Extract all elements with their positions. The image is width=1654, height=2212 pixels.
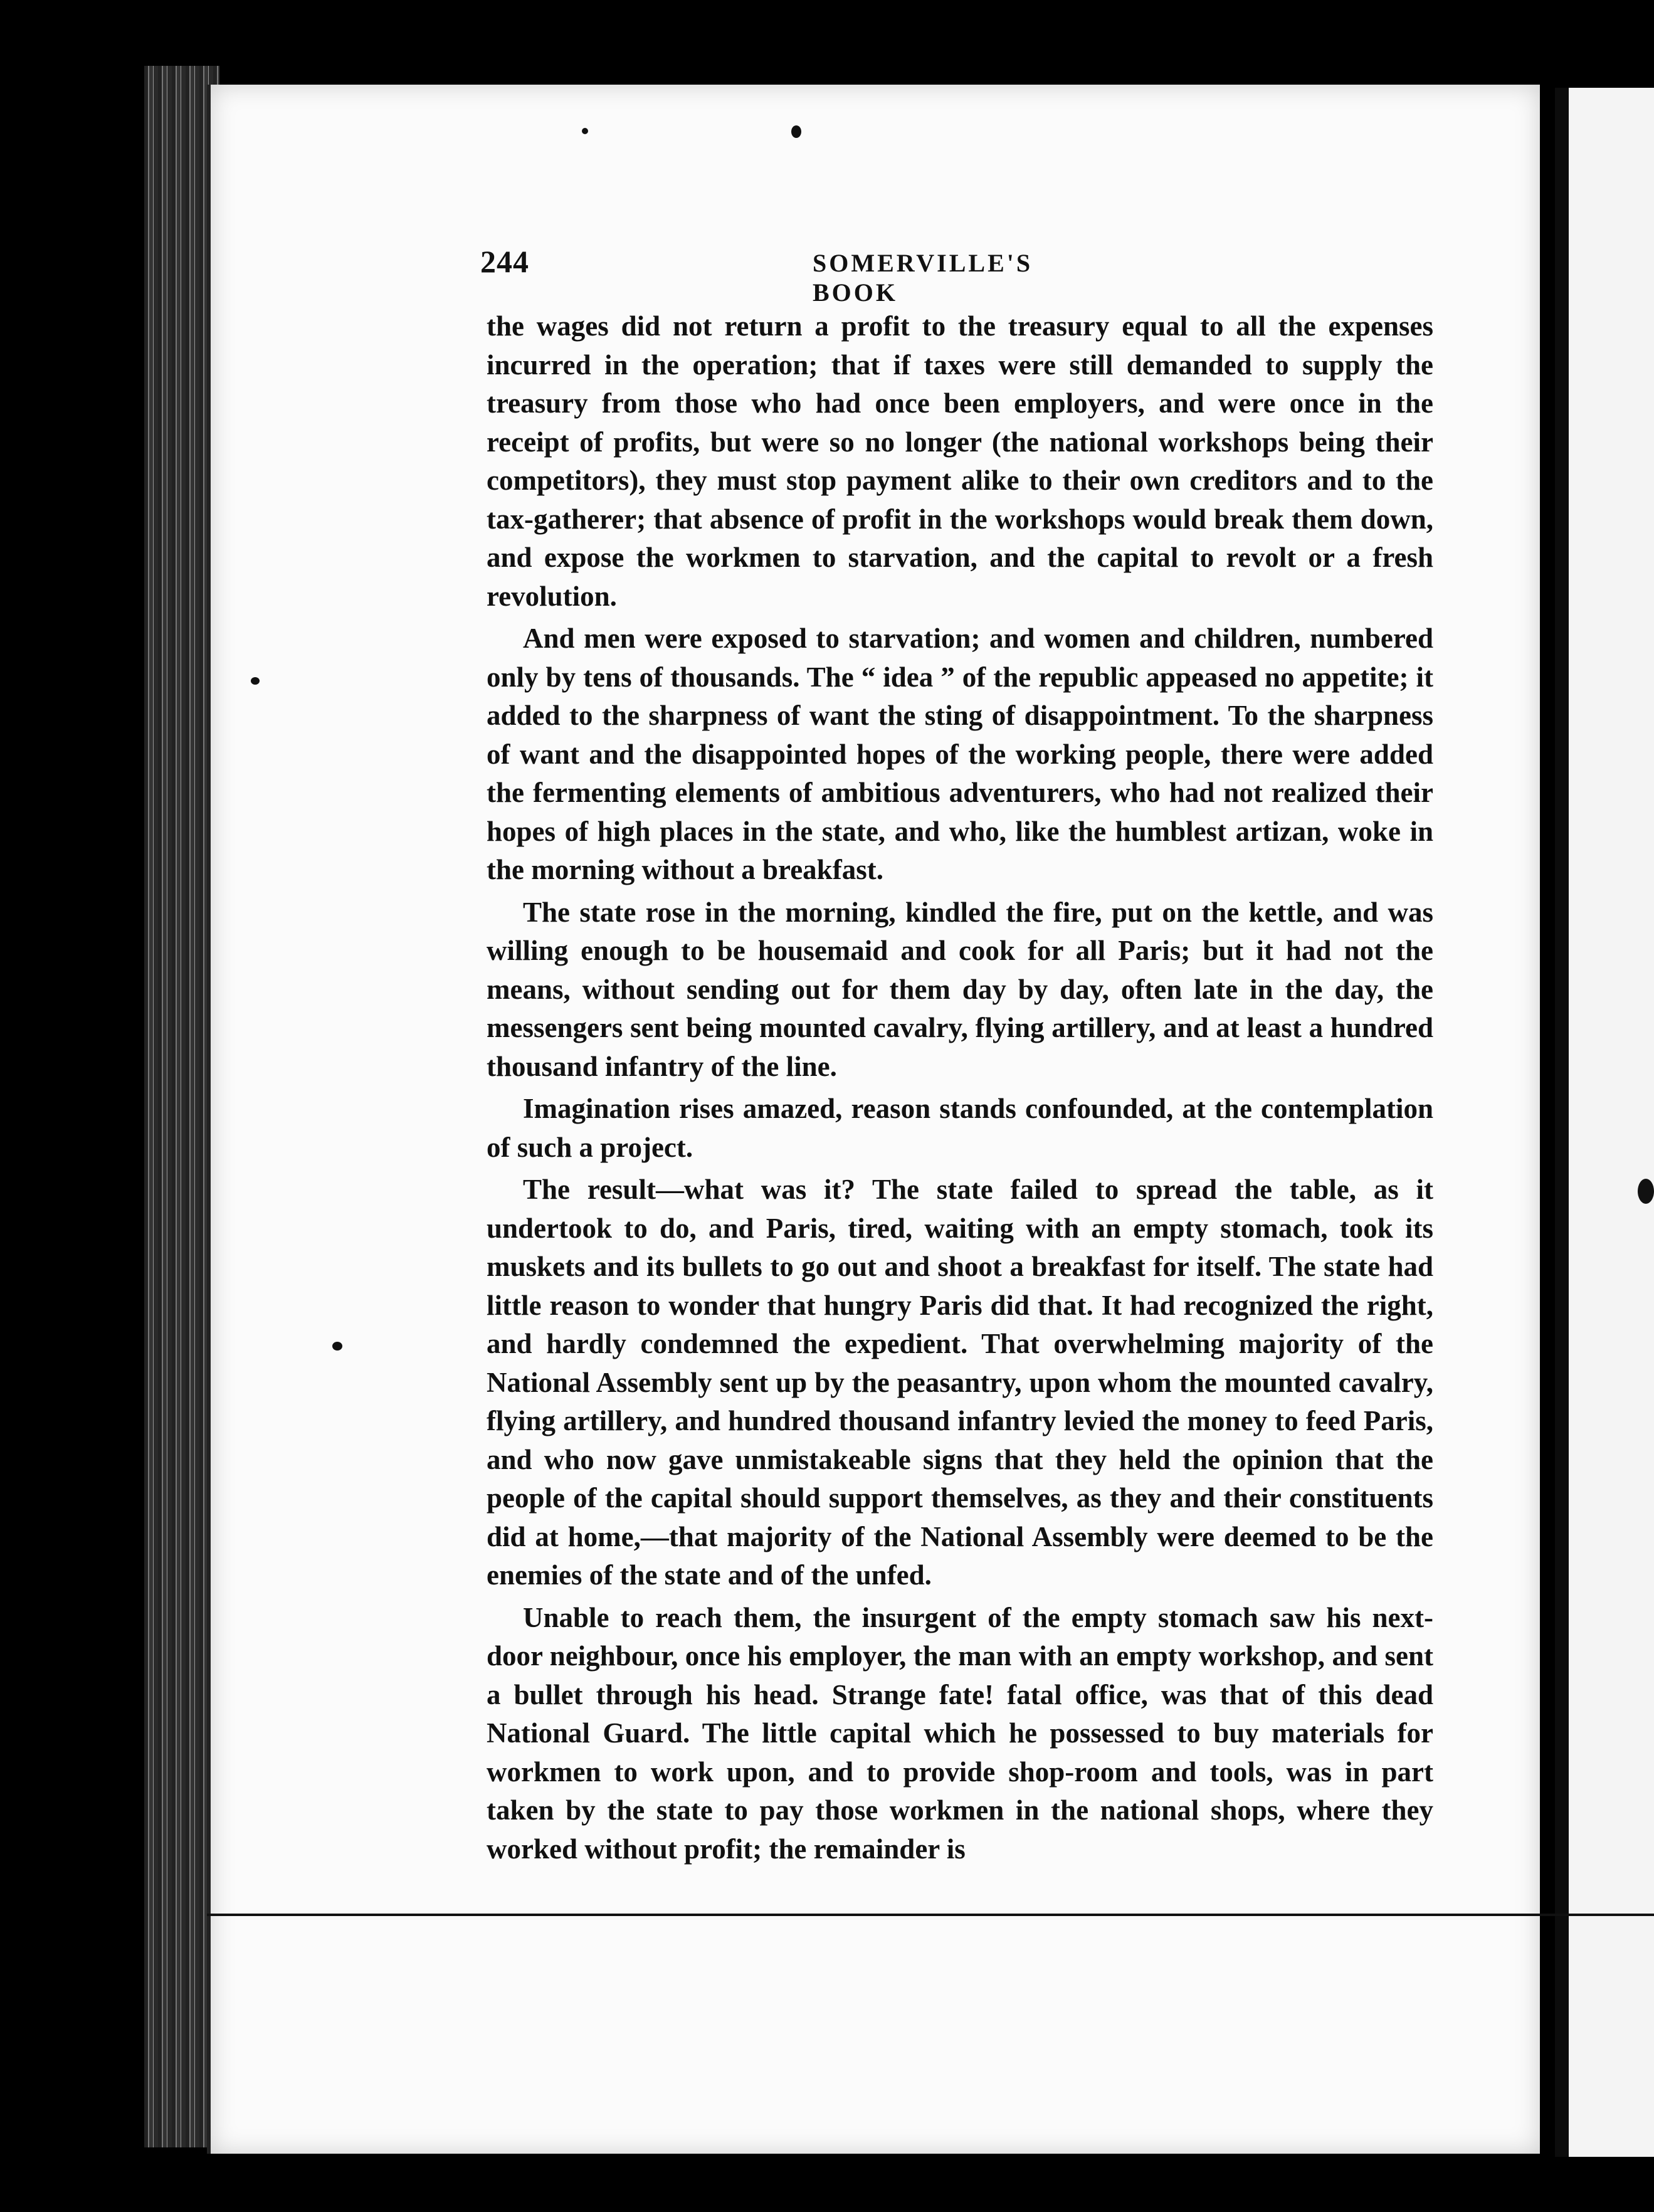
- ink-speck: [1638, 1179, 1654, 1204]
- page-header: [480, 243, 1107, 307]
- ink-speck: [251, 677, 260, 685]
- running-title: SOMERVILLE'S BOOK: [813, 249, 1033, 307]
- page-number: 244: [480, 244, 529, 279]
- ink-speck: [791, 125, 801, 138]
- ink-speck: [332, 1342, 342, 1351]
- scan-line-artifact: [207, 1914, 1654, 1916]
- paragraph-5: The result—what was it? The state failed to spread the table, as it undertook to do, and Paris, tired, waiting with an empty stomach, took its muskets and its bullets to go out and shoot a breakfast for itself. The state had little reason to wonder that hungry Paris did that. It had recognized the right, and hardly condemned the expedient. That overwhelming majority of the National Assembly sent up by the peasantry, upon whom the mounted cavalry, flying artillery, and hundred thousand infantry levied the money to feed Paris, and who now gave unmistakeable signs that they held the opinion that the people of the capital should support themselves, as they and their constituents did at home,—that majority of the National Assembly were deemed to be the enemies of the state and of the unfed.: [487, 1174, 1433, 1591]
- body-text: [487, 307, 1433, 1868]
- facing-page-edge: [1555, 88, 1654, 2157]
- paragraph-6: Unable to reach them, the insurgent of the empty stomach saw his next-door neighbour, once his employer, the man with an empty workshop, and sent a bullet through his head. Strange fate! fatal office, was that of this dead National Guard. The little capital which he possessed to buy materials for workmen to work upon, and to provide shop-room and tools, was in part taken by the state to pay those workmen in the national shops, where they worked without profit; the remainder is: [487, 1601, 1433, 1865]
- paragraph-4: Imagination rises amazed, reason stands confounded, at the contemplation of such a project.: [487, 1093, 1433, 1163]
- paragraph-1: the wages did not return a profit to the treasury equal to all the expenses incurred in the operation; that if taxes were still demanded to supply the treasury from those who had once been employers, and were once in the receipt of profits, but were so no longer (the national workshops being their competitors), they must stop payment alike to their own creditors and to the tax-gatherer; that absence of profit in the workshops would break them down, and expose the workmen to starvation, and the capital to revolt or a fresh revolution.: [487, 310, 1433, 612]
- paragraph-3: The state rose in the morning, kindled the fire, put on the kettle, and was willing enough to be housemaid and cook for all Paris; but it had not the means, without sending out for them day by day, often late in the day, the messengers sent being mounted cavalry, flying artillery, and at least a hundred thousand infantry of the line.: [487, 896, 1433, 1082]
- ink-speck: [582, 128, 588, 134]
- paragraph-2: And men were exposed to starvation; and women and children, numbered only by tens of thousands. The “ idea ” of the republic appeased no appetite; it added to the sharpness of want the sting of disappointment. To the sharpness of want and the disappointed hopes of the working people, there were added the fermenting elements of ambitious adventurers, who had not realized their hopes of high places in the state, and who, like the humblest artizan, woke in the morning without a breakfast.: [487, 623, 1433, 885]
